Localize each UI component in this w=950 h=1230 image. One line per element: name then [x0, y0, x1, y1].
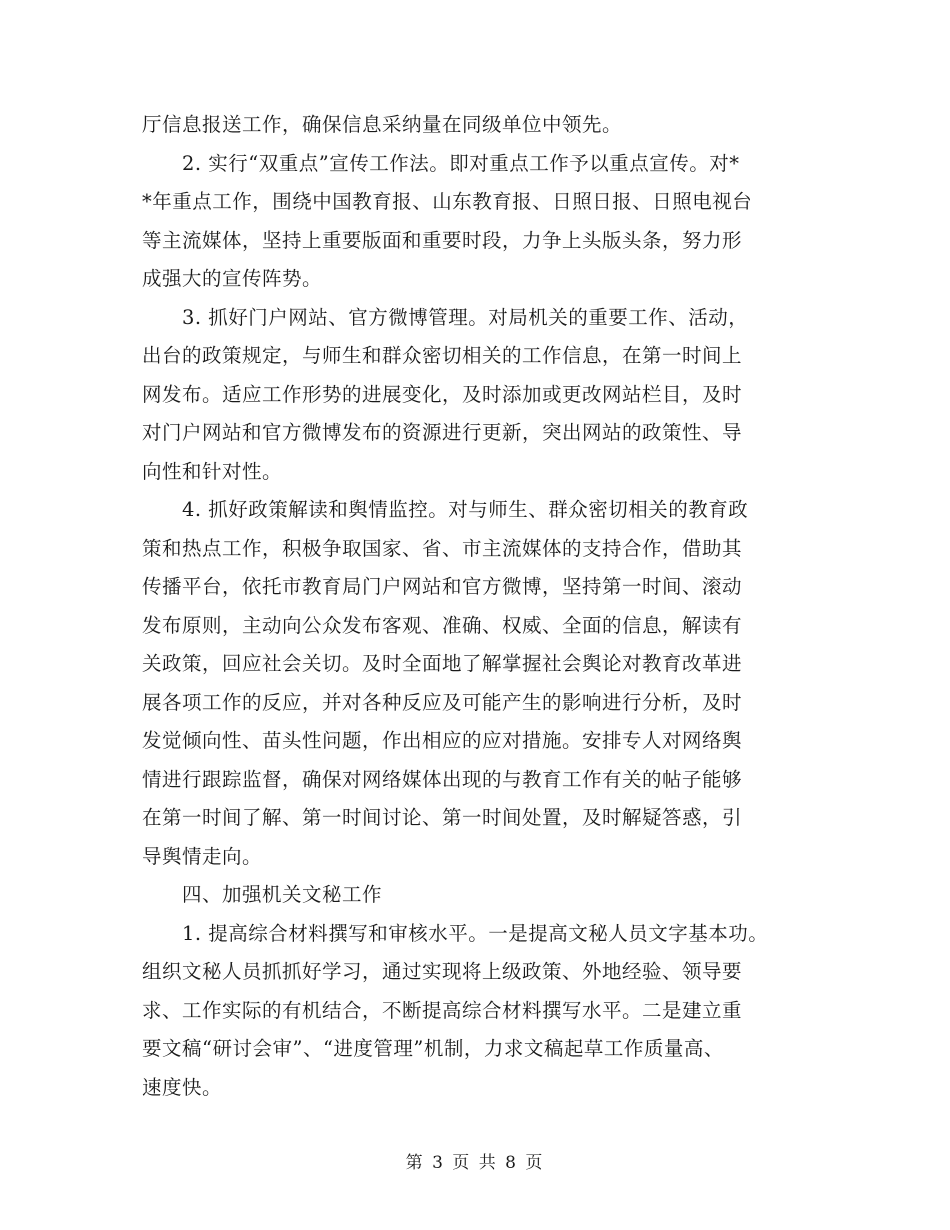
- body-line: 对门户网站和官方微博发布的资源进行更新，突出网站的政策性、导: [142, 421, 743, 444]
- body-line: 关政策，回应社会关切。及时全面地了解掌握社会舆论对教育改革进: [142, 652, 743, 675]
- body-line: 展各项工作的反应，并对各种反应及可能产生的影响进行分析，及时: [142, 690, 743, 714]
- body-line: 导舆情走向。: [142, 844, 263, 868]
- document-body: [142, 106, 814, 1107]
- body-line: 1. 提高综合材料撰写和审核水平。一是提高文秘人员文字基本功。: [182, 921, 769, 945]
- body-line: 发布原则，主动向公众发布客观、准确、权威、全面的信息，解读有: [142, 613, 743, 637]
- page-number-footer: 第 3 页 共 8 页: [405, 1153, 545, 1173]
- body-line: 策和热点工作，积极争取国家、省、市主流媒体的支持合作，借助其: [142, 536, 743, 560]
- body-line: 出台的政策规定，与师生和群众密切相关的工作信息，在第一时间上: [142, 344, 743, 367]
- body-line: 3. 抓好门户网站、官方微博管理。对局机关的重要工作、活动，: [182, 305, 749, 329]
- body-line: 要文稿“研讨会审”、“进度管理”机制，力求文稿起草工作质量高、: [142, 1037, 724, 1060]
- body-line: 2. 实行“双重点”宣传工作法。即对重点工作予以重点宣传。对*: [182, 151, 740, 175]
- body-line: 传播平台，依托市教育局门户网站和官方微博，坚持第一时间、滚动: [142, 575, 743, 598]
- body-line: 组织文秘人员抓抓好学习，通过实现将上级政策、外地经验、领导要: [142, 960, 743, 983]
- body-line: 发觉倾向性、苗头性问题，作出相应的应对措施。安排专人对网络舆: [142, 729, 743, 752]
- body-line: 在第一时间了解、第一时间讨论、第一时间处置，及时解疑答惑，引: [142, 806, 743, 829]
- body-line: 向性和针对性。: [142, 459, 283, 483]
- body-line: 等主流媒体，坚持上重要版面和重要时段，力争上头版头条，努力形: [142, 228, 743, 252]
- body-line: 网发布。适应工作形势的进展变化，及时添加或更改网站栏目，及时: [142, 382, 743, 406]
- body-line: 速度快。: [142, 1075, 223, 1099]
- body-line: 成强大的宣传阵势。: [142, 267, 323, 290]
- body-line: 4. 抓好政策解读和舆情监控。对与师生、群众密切相关的教育政: [182, 498, 749, 521]
- section-heading: 四、加强机关文秘工作: [182, 883, 383, 906]
- body-line: 厅信息报送工作，确保信息采纳量在同级单位中领先。: [142, 113, 623, 136]
- body-line: 求、工作实际的有机结合，不断提高综合材料撰写水平。二是建立重: [142, 998, 743, 1022]
- body-line: 情进行跟踪监督，确保对网络媒体出现的与教育工作有关的帖子能够: [142, 767, 743, 791]
- body-line: *年重点工作，围绕中国教育报、山东教育报、日照日报、日照电视台: [142, 190, 753, 213]
